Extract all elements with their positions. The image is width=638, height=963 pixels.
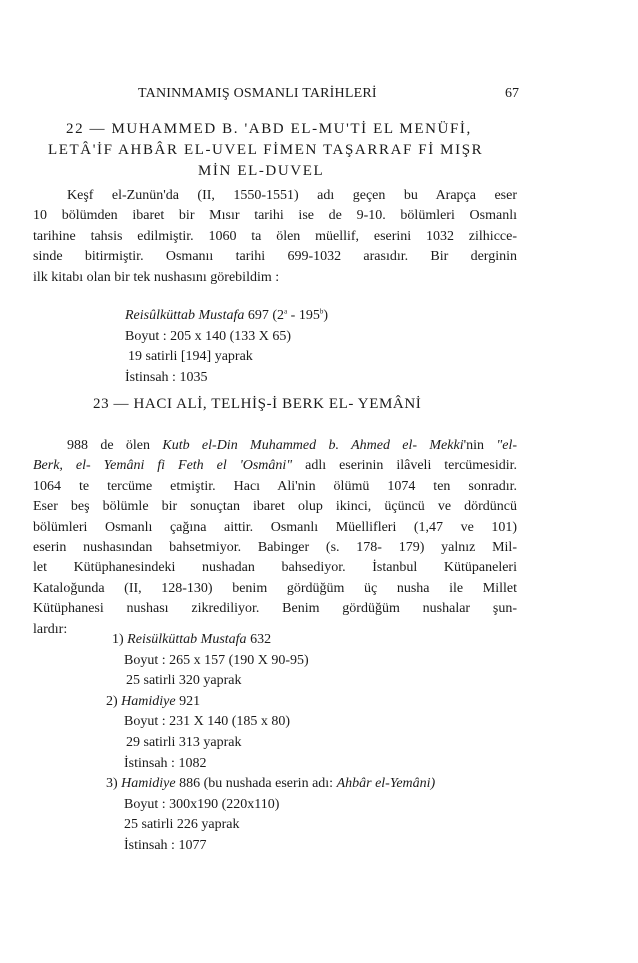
copy-2-copy-date: İstinsah : 1082: [124, 755, 207, 771]
entry-22-heading-line-1: 22 — MUHAMMED B. 'ABD EL-MU'Tİ EL MENÜFİ,: [66, 121, 472, 137]
shelf-number: 921: [175, 693, 201, 709]
copy-3-lines: 25 satirli 226 yaprak: [124, 817, 240, 833]
folio-open: (2: [272, 308, 285, 323]
author-name: Kutb el-Din Muhammed b. Ahmed el- Mekki: [162, 438, 464, 453]
folio-close: ): [323, 308, 329, 323]
library-name: Reisülküttab Mustafa: [127, 632, 247, 647]
entry-23-heading: 23 — HACI ALİ, TELHİŞ-İ BERK EL- YEMÂNİ: [93, 396, 422, 412]
paragraph-line: lardır:: [33, 621, 68, 637]
library-name: Hamidiye: [121, 776, 176, 792]
library-name: Hamidiye: [121, 693, 176, 709]
paragraph-line: tarihine tahsis edilmiştir. 1060 ta ölen müellif, eserini 1032 zilhicce-: [33, 228, 517, 244]
copy-2-lines: 29 satirli 313 yaprak: [126, 734, 242, 750]
manuscript-lines: 19 satirli [194] yaprak: [128, 349, 253, 364]
folio-sup-a: a: [284, 307, 288, 316]
folio-sup-b: b: [319, 307, 324, 316]
copy-number: 2): [106, 693, 118, 709]
paragraph-line: 10 bölümden ibaret bir Mısır tarihi ise de 9-10. bölümleri Osmanlı: [33, 208, 517, 224]
shelf-note: 886 (bu nushada eserin adı:: [175, 776, 337, 792]
running-header: TANINMAMIŞ OSMANLI TARİHLERİ: [138, 86, 377, 101]
text: 'nin: [463, 438, 497, 453]
manuscript-library-line: [125, 306, 328, 327]
paragraph-line: let Kütüphanesindeki nushadan bahsediyor. İstanbul Kütüpaneleri: [33, 560, 517, 576]
paragraph-line: bölümleri Osmanlı çağına aittir. Osmanlı Müellifleri (1,47 ve 101): [33, 519, 517, 535]
copy-2-size: Boyut : 231 X 140 (185 x 80): [124, 714, 291, 730]
library-name: Reisûlküttab Mustafa: [125, 308, 245, 323]
copy-2-heading: [106, 692, 435, 713]
copy-number: 3): [106, 776, 118, 792]
folio-mid: - 195: [287, 308, 320, 323]
copy-1-size: Boyut : 265 x 157 (190 X 90-95): [124, 652, 309, 668]
copy-1-heading: [106, 630, 435, 651]
entry-22-heading-line-3: MİN EL-DUVEL: [198, 163, 325, 179]
paragraph-line: Eser beş bölümle bir sonuçtan ibaret olup ikinci, üçüncü ve dördüncü: [33, 499, 517, 515]
copy-3-size: Boyut : 300x190 (220x110): [124, 796, 280, 812]
paragraph-line: [33, 456, 517, 476]
paragraph-line: ilk kitabı olan bir tek nushasını görebildim :: [33, 269, 280, 285]
work-title: "el-: [496, 438, 518, 453]
manuscript-copy-date: İstinsah : 1035: [125, 369, 208, 385]
paragraph-line: [33, 436, 517, 456]
work-title: Berk, el- Yemâni fi Feth el 'Osmâni": [33, 458, 293, 474]
copy-number: 1): [112, 632, 124, 647]
shelf-number: 632: [246, 632, 272, 647]
paragraph-line: Kütüphanesi nushası zikrediliyor. Benim gördüğüm nushalar şun-: [33, 601, 517, 617]
paragraph-line: Kataloğunda (II, 128-130) benim gördüğüm üç nusha ile Millet: [33, 580, 517, 596]
shelf-number: 697: [247, 308, 269, 323]
entry-22-paragraph: [33, 186, 517, 288]
text: 988 de ölen: [67, 438, 163, 453]
copy-3-copy-date: İstinsah : 1077: [124, 837, 207, 853]
copy-1-lines: 25 satirli 320 yaprak: [126, 673, 242, 689]
entry-23-paragraph: [33, 436, 517, 640]
paragraph-line: sinde bitirmiştir. Osmanıı tarihi 699-1032 arasıdır. Bir derginin: [33, 249, 517, 265]
entry-23-copies-list: [106, 630, 435, 857]
entry-22-manuscript-block: [125, 306, 328, 388]
manuscript-size: Boyut : 205 x 140 (133 X 65): [125, 328, 292, 344]
paragraph-line: Keşf el-Zunün'da (II, 1550-1551) adı geçen bu Arapça eser: [67, 188, 517, 203]
paragraph-line: 1064 te tercüme etmiştir. Hacı Ali'nin ölümü 1074 ten sonradır.: [33, 478, 517, 494]
copy-3-heading: [106, 774, 435, 795]
text: adlı eserinin ilâveli tercümesidir.: [292, 458, 517, 474]
page-number: 67: [505, 86, 519, 101]
work-title: Ahbâr el-Yemâni): [336, 776, 436, 792]
entry-22-heading-line-2: LETÂ'İF AHBÂR EL-UVEL FİMEN TAŞARRAF Fİ MIŞR: [48, 142, 484, 158]
paragraph-line: eserin nushasından bahsetmiyor. Babinger (s. 178- 179) yalnız Mil-: [33, 539, 517, 555]
